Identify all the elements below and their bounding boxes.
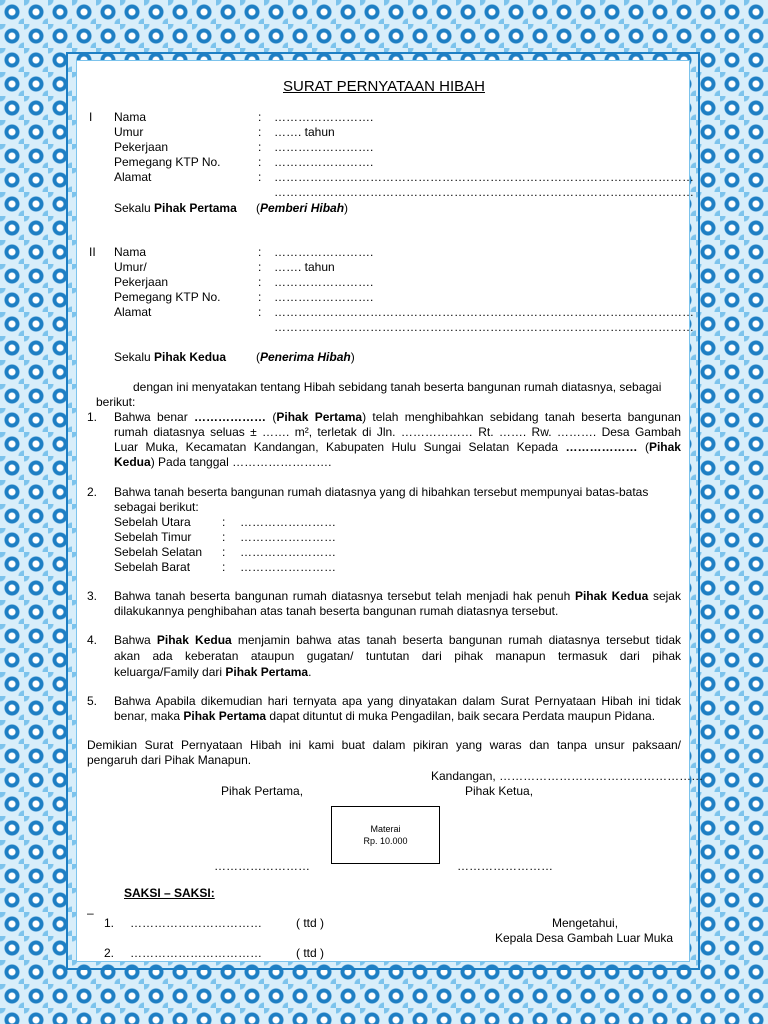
text: Bahwa — [114, 633, 157, 647]
colon: : — [258, 290, 262, 304]
point5-number: 5. — [87, 694, 98, 708]
acknowledge-label: Mengetahui, — [552, 916, 619, 930]
text: ) Pada tanggal ……………………. — [150, 455, 332, 469]
sign-right-line: …………………… — [457, 859, 553, 873]
border-west-label: Sebelah Barat — [114, 560, 191, 574]
party-name: Pihak Kedua — [574, 589, 649, 603]
point3-number: 3. — [87, 589, 98, 603]
materai-stamp-box — [331, 806, 440, 864]
witness-dash: – — [87, 906, 94, 920]
border-south-value: …………………… — [240, 545, 336, 559]
point5-line-1: Bahwa Apabila dikemudian hari ternyata apa yang dinyatakan dalam Surat Pernyataan Hibah ini tidak — [114, 694, 681, 708]
text: ( — [637, 440, 649, 454]
party2-value-alamat-2: …………………………………………………………………………………………… — [274, 320, 694, 334]
text: keluarga/Family dari — [114, 665, 226, 679]
party-name: Pihak Pertama — [225, 665, 309, 679]
place-date: Kandangan, …………………………………………… — [431, 769, 704, 783]
point3-line-2: dilakukannya penghibahan atas tanah beserta bangunan rumah diatasnya tersebut. — [114, 604, 559, 618]
role-prefix: Sekalu — [114, 201, 155, 215]
colon: : — [258, 305, 262, 319]
party1-value-ktp: ……………………. — [274, 155, 374, 169]
colon: : — [258, 170, 262, 184]
blank: ……………… — [565, 440, 638, 454]
point1-line-2: rumah diatasnya seluas ± ……. m², terletak di Jln. ……………… Rt. ……. Rw. ………. Desa Gambah — [114, 425, 681, 439]
party2-value-ktp: ……………………. — [274, 290, 374, 304]
border-south-label: Sebelah Selatan — [114, 545, 203, 559]
colon: : — [258, 110, 262, 124]
materai-amount: Rp. 10.000 — [363, 836, 408, 846]
party-name: Pihak Pertama — [276, 410, 363, 424]
point1-line-3 — [114, 440, 681, 455]
point2-line-1: Bahwa tanah beserta bangunan rumah diatasnya yang di hibahkan tersebut mempunyai batas-batas — [114, 485, 649, 499]
border-north-label: Sebelah Utara — [114, 515, 191, 529]
point3-line-1 — [114, 589, 681, 604]
party2-label-ktp: Pemegang KTP No. — [114, 290, 221, 304]
colon: : — [222, 530, 226, 544]
closing-line-1: Demikian Surat Pernyataan Hibah ini kami buat dalam pikiran yang waras dan tanpa unsur paksaan/ — [87, 738, 681, 752]
party1-value-pekerjaan: ……………………. — [274, 140, 374, 154]
intro-line-1: dengan ini menyatakan tentang Hibah sebidang tanah beserta bangunan rumah diatasnya, sebagai — [133, 380, 662, 394]
party2-role — [114, 350, 226, 365]
text: benar, maka — [114, 709, 184, 723]
party2-label-nama: Nama — [114, 245, 147, 259]
sign-left-label: Pihak Pertama, — [221, 784, 304, 798]
party1-label-alamat: Alamat — [114, 170, 152, 184]
colon: : — [258, 125, 262, 139]
document-title: SURAT PERNYATAAN HIBAH — [283, 78, 485, 95]
role-name: Pihak Pertama — [154, 201, 237, 215]
text: Bahwa tanah beserta bangunan rumah diatasnya tersebut telah menjadi hak penuh — [114, 589, 575, 603]
party1-numeral: I — [89, 110, 93, 124]
party-name: Kedua — [114, 455, 151, 469]
intro-line-2: berikut: — [96, 395, 136, 409]
point5-line-2 — [114, 709, 655, 724]
text: menjamin bahwa atas tanah beserta bangunan rumah diatasnya tersebut tidak — [231, 633, 681, 647]
border-north-value: …………………… — [240, 515, 336, 529]
colon: : — [222, 515, 226, 529]
border-west-value: …………………… — [240, 560, 336, 574]
colon: : — [258, 275, 262, 289]
text: . — [308, 665, 312, 679]
party2-label-umur: Umur/ — [114, 260, 147, 274]
party2-value-alamat: …………………………………………………………………………………………… — [274, 305, 694, 319]
text: Luar Muka, Kecamatan Kandangan, Kabupaten Hulu Sungai Selatan Kepada — [114, 440, 566, 454]
party1-value-alamat-2: …………………………………………………………………………………………… — [274, 185, 694, 199]
closing-line-2: pengaruh dari Pihak Manapun. — [87, 753, 252, 767]
colon: : — [222, 545, 226, 559]
colon: : — [258, 155, 262, 169]
witness1-ttd: ( ttd ) — [296, 916, 325, 930]
witness1-number: 1. — [104, 916, 115, 930]
role-desc: Pemberi Hibah — [260, 201, 345, 215]
point1-line-4 — [114, 455, 331, 470]
point4-line-1 — [114, 633, 681, 648]
party1-label-nama: Nama — [114, 110, 147, 124]
colon: : — [258, 140, 262, 154]
party2-value-nama: ……………………. — [274, 245, 374, 259]
party1-label-pekerjaan: Pekerjaan — [114, 140, 169, 154]
text: Bahwa benar — [114, 410, 195, 424]
party2-label-alamat: Alamat — [114, 305, 152, 319]
witness2-number: 2. — [104, 946, 115, 960]
point4-line-3 — [114, 665, 311, 680]
village-head-label: Kepala Desa Gambah Luar Muka — [495, 931, 674, 945]
witness2-ttd: ( ttd ) — [296, 946, 325, 960]
party2-numeral: II — [89, 245, 96, 259]
point1-number: 1. — [87, 410, 98, 424]
sign-left-line: …………………… — [214, 859, 310, 873]
witness-title: SAKSI – SAKSI: — [124, 886, 215, 900]
party1-value-umur: ……. tahun — [274, 125, 335, 139]
party1-role-desc: (Pemberi Hibah) — [256, 201, 349, 215]
point2-number: 2. — [87, 485, 98, 499]
role-name: Pihak Kedua — [154, 350, 227, 364]
point4-line-2: akan ada keberatan ataupun gugatan/ tuntutan dari pihak manapun termasuk dari pihak — [114, 649, 681, 663]
materai-label: Materai — [370, 824, 401, 834]
border-east-label: Sebelah Timur — [114, 530, 192, 544]
party1-value-alamat: …………………………………………………………………………………………… — [274, 170, 694, 184]
party-name: Pihak Kedua — [156, 633, 232, 647]
sign-right-label: Pihak Ketua, — [465, 784, 534, 798]
text: ( — [266, 410, 277, 424]
role-desc: Penerima Hibah — [260, 350, 351, 364]
party2-role-desc: (Penerima Hibah) — [256, 350, 355, 364]
text: sejak — [648, 589, 681, 603]
party2-value-pekerjaan: ……………………. — [274, 275, 374, 289]
colon: : — [222, 560, 226, 574]
party1-role — [114, 201, 237, 216]
colon: : — [258, 245, 262, 259]
witness2-line: …………………………… — [130, 946, 262, 960]
point4-number: 4. — [87, 633, 98, 647]
party-name: Pihak Pertama — [183, 709, 267, 723]
party1-label-ktp: Pemegang KTP No. — [114, 155, 221, 169]
colon: : — [258, 260, 262, 274]
text: ) telah menghibahkan sebidang tanah beserta bangunan — [362, 410, 681, 424]
party2-value-umur: ……. tahun — [274, 260, 335, 274]
role-prefix: Sekalu — [114, 350, 155, 364]
witness1-line: …………………………… — [130, 916, 262, 930]
party-name: Pihak — [648, 440, 681, 454]
blank: ……………… — [194, 410, 267, 424]
party1-label-umur: Umur — [114, 125, 144, 139]
party2-label-pekerjaan: Pekerjaan — [114, 275, 169, 289]
point2-line-2: sebagai berikut: — [114, 500, 199, 514]
border-east-value: …………………… — [240, 530, 336, 544]
text: dapat dituntut di muka Pengadilan, baik secara Perdata maupun Pidana. — [266, 709, 656, 723]
point1-line-1 — [114, 410, 681, 425]
party1-value-nama: ……………………. — [274, 110, 374, 124]
